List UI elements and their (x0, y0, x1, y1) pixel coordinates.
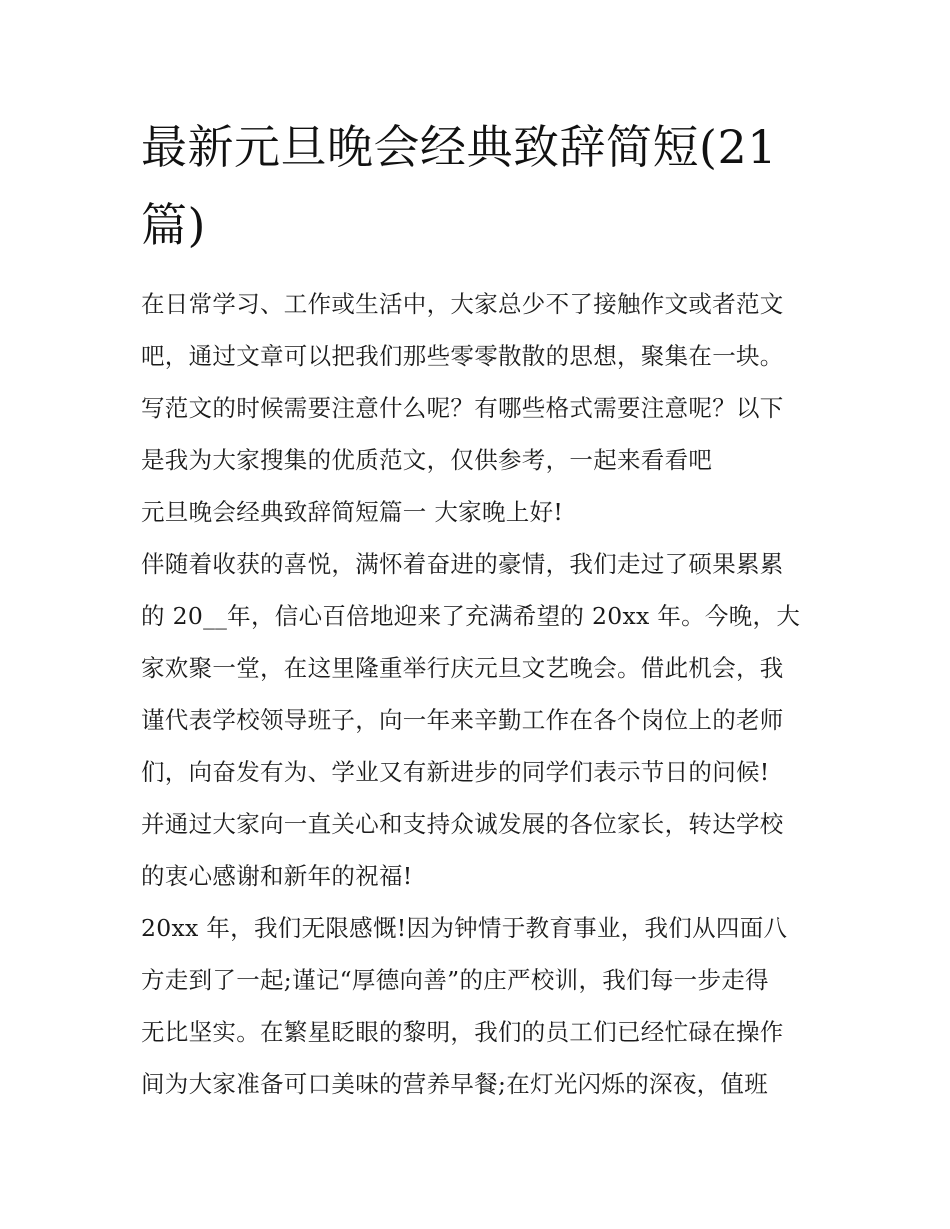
body-line: 们，向奋发有为、学业又有新进步的同学们表示节日的问候! (141, 758, 770, 786)
body-line: 家欢聚一堂，在这里隆重举行庆元旦文艺晚会。借此机会，我 (141, 654, 784, 682)
body-line: 是我为大家搜集的优质范文，仅供参考，一起来看看吧 (141, 446, 713, 474)
document-body (141, 278, 821, 1110)
body-line: 吧，通过文章可以把我们那些零零散散的思想，聚集在一块。 (141, 342, 784, 370)
document-title: 最新元旦晚会经典致辞简短(21篇) (141, 120, 777, 252)
body-line: 的衷心感谢和新年的祝福! (141, 862, 413, 890)
body-line: 并通过大家向一直关心和支持众诚发展的各位家长，转达学校 (141, 810, 784, 838)
body-line: 在日常学习、工作或生活中，大家总少不了接触作文或者范文 (141, 290, 784, 318)
body-line: 的 20__年，信心百倍地迎来了充满希望的 20xx 年。今晚，大 (141, 602, 801, 630)
section-heading-line: 元旦晚会经典致辞简短篇一 大家晚上好! (141, 498, 564, 526)
body-line: 写范文的时候需要注意什么呢？有哪些格式需要注意呢？以下 (141, 394, 784, 422)
body-line: 谨代表学校领导班子，向一年来辛勤工作在各个岗位上的老师 (141, 706, 784, 734)
body-line: 伴随着收获的喜悦，满怀着奋进的豪情，我们走过了硕果累累 (141, 550, 784, 578)
body-line: 间为大家准备可口美味的营养早餐;在灯光闪烁的深夜，值班 (141, 1070, 769, 1098)
body-line: 20xx 年，我们无限感慨!因为钟情于教育事业，我们从四面八 (141, 914, 788, 942)
body-line: 方走到了一起;谨记“厚德向善”的庄严校训，我们每一步走得 (141, 966, 769, 994)
body-line: 无比坚实。在繁星眨眼的黎明，我们的员工们已经忙碌在操作 (141, 1018, 784, 1046)
